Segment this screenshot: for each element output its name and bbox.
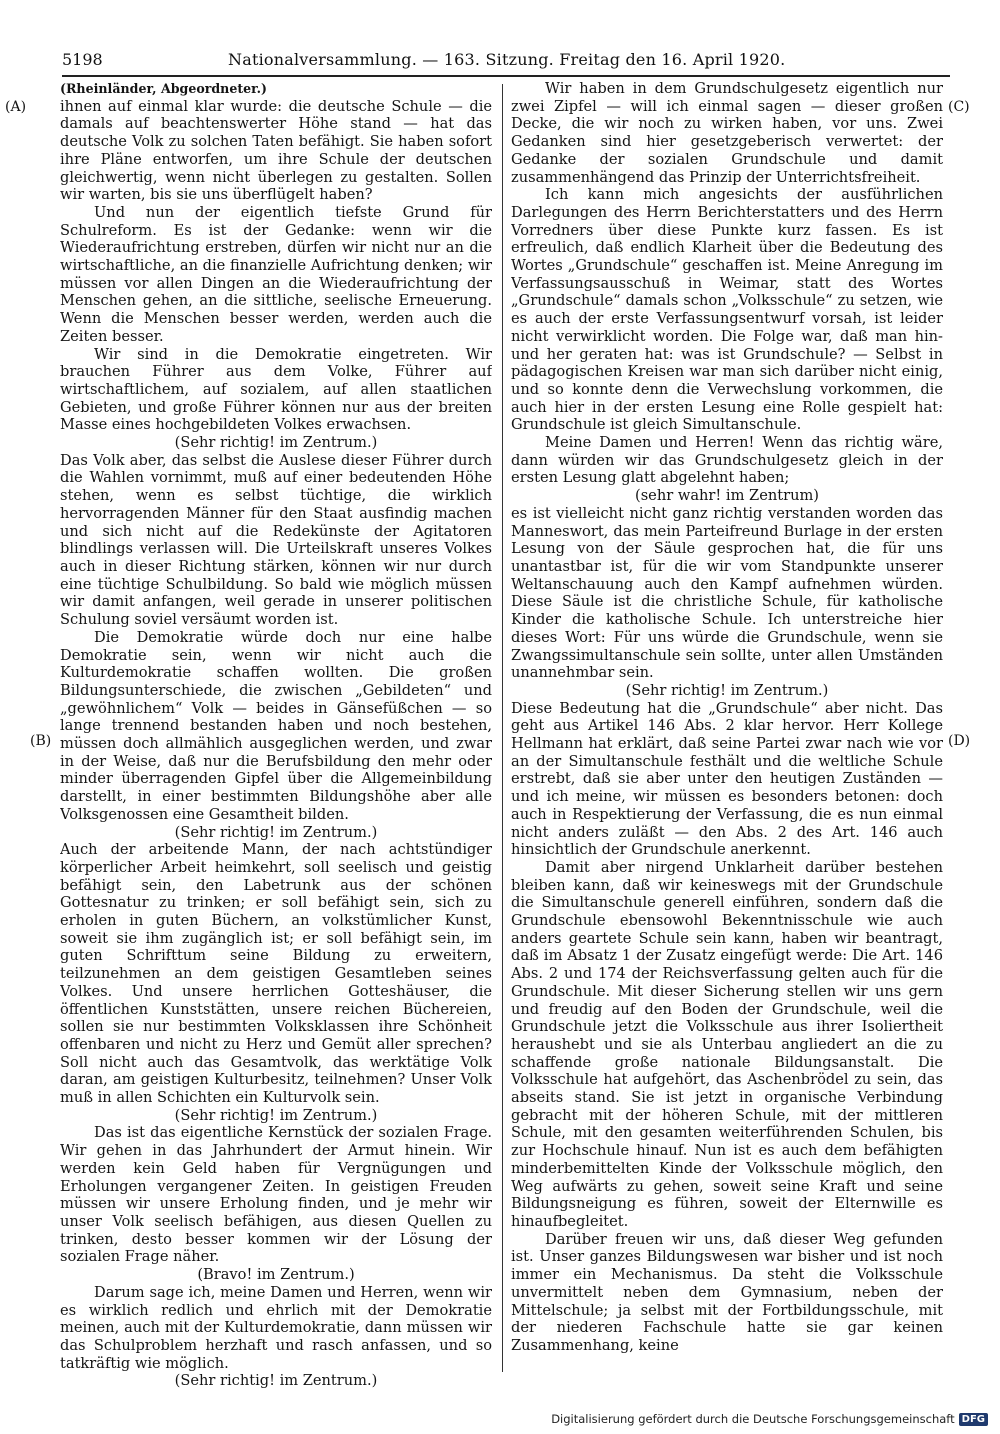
left-paragraph-8: Darum sage ich, meine Damen und Herren, wenn wir es wirklich redlich und ehrlich mit der Demokratie meinen, auch mit der Kulturdemokratie, dann müssen wir das Schulproblem herzhaft und rasch anfassen, und so tatkräftig wie möglich.	[60, 1283, 492, 1372]
left-paragraph-2: Und nun der eigentlich tiefste Grund für Schulreform. Es ist der Gedanke: wenn wir die Wiederaufrichtung erstreben, dürfen wir nicht nur an die wirtschaftliche, an die finanzielle Aufrichtung denken; wir müssen vor allen Dingen an die Wiederaufrichtung der Menschen gehen, an die sittliche, seelische Erneuerung. Wenn die Menschen besser werden, werden auch die Zeiten besser.	[60, 203, 492, 345]
right-paragraph-3: Meine Damen und Herren! Wenn das richtig wäre, dann würden wir das Grundschulgesetz gleich in der ersten Lesung glatt abgelehnt haben;	[511, 434, 943, 487]
column-divider	[502, 84, 503, 1372]
footer-credit	[551, 1412, 988, 1426]
margin-mark-d: (D)	[948, 733, 971, 749]
left-paragraph-7: Das ist das eigentliche Kernstück der sozialen Frage. Wir gehen in das Jahrhundert der Armut hinein. Wir werden kein Geld haben für Vergnügungen und Erholungen vergangener Zeiten. In geistigen Freuden müssen wir unsere Erholung finden, und je mehr wir unser Volk seelisch befähigen, aus diesen Quellen zu trinken, desto besser kommen wir der Lösung der sozialen Frage näher.	[60, 1124, 492, 1266]
left-paragraph-1: ihnen auf einmal klar wurde: die deutsche Schule — die damals auf beachtenswerter Höhe stand — hat das deutsche Volk zu solchen Taten befähigt. Sie haben sofort ihre Pläne entworfen, um ihre Schule der deutschen gleichwertig, wenn nicht überlegen zu gestalten. Sollen wir warten, bis sie uns überflügelt haben?	[60, 97, 492, 204]
right-paragraph-6: Damit aber nirgend Unklarheit darüber bestehen bleiben kann, daß wir keineswegs mit der Grundschule die Simultanschule generell einführen, sondern daß die Grundschule ebensowohl Bekenntnisschule wie auch anders geartete Schule sein kann, haben wir beantragt, daß im Absatz 1 der Zusatz eingefügt werde: Die Art. 146 Abs. 2 und 174 der Reichsverfassung gelten auch für die Grundschule. Mit dieser Sicherung stellen wir uns gern und freudig auf den Boden der Grundschule, weil die Grundschule jetzt die Volksschule aus ihrer Isoliertheit heraushebt und sie als Unterbau angliedert an die zu schaffende große nationale Bildungsanstalt. Die Volksschule hat aufgehört, das Aschenbrödel zu sein, das abseits stand. Sie ist jetzt in organische Verbindung gebracht mit der höheren Schule, mit der mittleren Schule, mit den gesamten weiterführenden Schulen, bis zur Hochschule hinauf. Nun ist es auch dem befähigten minderbemittelten Kinde der Volksschule möglich, den Weg aufwärts zu gehen, soweit seine Kraft und seine Bildungsneigung es führen, soweit der Elternwille es hinaufbegleitet.	[511, 858, 943, 1230]
right-interjection-1: (sehr wahr! im Zentrum)	[635, 487, 819, 505]
left-paragraph-3: Wir sind in die Demokratie eingetreten. Wir brauchen Führer aus dem Volke, Führer auf wirtschaftlichem, auf sozialem, auf allen staatlichen Gebieten, und große Führer können nur aus der breiten Masse eines hochgebildeten Volkes erwachsen.	[60, 345, 492, 434]
right-paragraph-5: Diese Bedeutung hat die „Grundschule“ aber nicht. Das geht aus Artikel 146 Abs. 2 klar hervor. Herr Kollege Hellmann hat erklärt, daß seine Partei zwar nach wie vor an der Simultanschule festhält und die weltliche Schule erstrebt, daß sie aber unter den heutigen Zuständen — und ich meine, wir müssen es besonders betonen: doch auch in Respektierung der Verfassung, die es nun einmal nicht anders zuläßt — den Abs. 2 des Art. 146 auch hinsichtlich der Grundschule anerkennt.	[511, 699, 943, 859]
margin-mark-a: (A)	[5, 99, 27, 115]
left-interjection-4: (Bravo! im Zentrum.)	[197, 1266, 355, 1284]
left-interjection-2: (Sehr richtig! im Zentrum.)	[174, 823, 378, 841]
left-paragraph-6: Auch der arbeitende Mann, der nach achtstündiger körperlicher Arbeit heimkehrt, soll seelisch und geistig befähigt sein, den Labetrunk aus der schönen Gottesnatur zu trinken; er soll befähigt sein, sich zu erholen in guten Büchern, an volkstümlicher Kunst, soweit sie ihm zugänglich ist; er soll befähigt sein, im guten Schrifttum seine Bildung zu erweitern, teilzunehmen an dem geistigen Gesamtleben seines Volkes. Und unsere herrlichen Gotteshäuser, die öffentlichen Kunststätten, unsere reichen Büchereien, sollen sie nur bestimmten Volksklassen ihre Schönheit offenbaren und nicht zu Herz und Gemüt aller sprechen? Soll nicht auch das Gesamtvolk, das werktätige Volk daran, am geistigen Kulturbesitz, teilnehmen? Unser Volk muß in allen Schichten ein Kulturvolk sein.	[60, 841, 492, 1107]
dfg-logo: DFG	[959, 1413, 988, 1426]
right-paragraph-2: Ich kann mich angesichts der ausführlichen Darlegungen des Herrn Berichterstatters und des Herrn Vorredners über diese Punkte kurz fassen. Es ist erfreulich, daß endlich Klarheit über die Bedeutung des Wortes „Grundschule“ geschaffen ist. Meine Anregung im Verfassungsausschuß in Weimar, statt des Wortes „Grundschule“ damals schon „Volksschule“ zu setzen, wie es auch der erste Verfassungsentwurf vorsah, ist leider nicht verwirklicht worden. Die Folge war, daß man hin- und her geraten hat: was ist Grundschule? — Selbst in pädagogischen Kreisen war man sich darüber nicht einig, und so konnte denn die Verwechslung vorkommen, die auch hier in der ersten Lesung eine Rolle gespielt hat: Grundschule ist gleich Simultanschule.	[511, 186, 943, 434]
left-interjection-1: (Sehr richtig! im Zentrum.)	[174, 434, 378, 452]
page-number: 5198	[62, 50, 103, 69]
left-paragraph-5: Die Demokratie würde doch nur eine halbe Demokratie sein, wenn wir nicht auch die Kulturdemokratie schaffen wollten. Die großen Bildungsunterschiede, die zwischen „Gebildeten“ und „gewöhnlichem“ Volk — beides in Gänsefüßchen — so lange trennend bestanden haben und noch bestehen, müssen doch allmählich ausgeglichen werden, und zwar in der Weise, daß nur die Berufsbildung den mehr oder minder überragenden Gipfel über die Allgemeinbildung darstellt, in einer bestimmten Bildungshöhe aber alle Volksgenossen eine Gesamtheit bilden.	[60, 628, 492, 823]
page-header	[62, 50, 950, 74]
right-paragraph-4: es ist vielleicht nicht ganz richtig verstanden worden das Manneswort, das mein Parteifreund Burlage in der ersten Lesung von der Säule gesprochen hat, die für uns unantastbar ist, für die wir vom Standpunkte unserer Weltanschauung auch den Kampf aufnehmen würden. Diese Säule ist die christliche Schule, für katholische Kinder die katholische Schule. Ich unterstreiche hier dieses Wort: Für uns würde die Grundschule, wenn sie Zwangssimultanschule sein sollte, unter allen Umständen unannehmbar sein.	[511, 504, 943, 682]
margin-mark-c: (C)	[948, 99, 970, 115]
running-title: Nationalversammlung. — 163. Sitzung. Freitag den 16. April 1920.	[228, 50, 786, 69]
right-column	[511, 80, 943, 1355]
left-interjection-5: (Sehr richtig! im Zentrum.)	[174, 1372, 378, 1390]
right-paragraph-1: Wir haben in dem Grundschulgesetz eigentlich nur zwei Zipfel — will ich einmal sagen — dieser großen Decke, die wir noch zu wirken haben, vor uns. Zwei Gedanken sind hier gesetzgeberisch verwertet: der Gedanke der sozialen Grundschule und damit zusammenhängend das Prinzip der Unterrichtsfreiheit.	[511, 80, 943, 186]
left-column	[60, 80, 492, 1390]
footer-text: Digitalisierung gefördert durch die Deutsche Forschungsgemeinschaft	[551, 1412, 955, 1426]
header-rule	[62, 75, 950, 77]
left-paragraph-4: Das Volk aber, das selbst die Auslese dieser Führer durch die Wahlen vornimmt, muß auf einer bedeutenden Höhe stehen, wenn es selbst tüchtige, die wirklich hervorragenden Männer für den Staat ausfindig machen und sich nicht auf die Redekünste der Agitatoren blindlings verlassen will. Die Urteilskraft unseres Volkes auch in dieser Richtung stärken, können wir nur durch eine tüchtige Schulbildung. So bald wie möglich müssen wir damit anfangen, weil gerade in unserer politischen Schulung soviel versäumt worden ist.	[60, 451, 492, 629]
margin-mark-b: (B)	[30, 733, 52, 749]
right-paragraph-7: Darüber freuen wir uns, daß dieser Weg gefunden ist. Unser ganzes Bildungswesen war bisher und ist noch immer ein Mechanismus. Da steht die Volksschule unvermittelt neben dem Gymnasium, neben der Mittelschule; ja selbst mit der Fortbildungsschule, mit der niederen Fachschule hatte sie gar keinen Zusammenhang, keine	[511, 1230, 943, 1354]
speaker-label: (Rheinländer, Abgeordneter.)	[60, 81, 267, 96]
left-interjection-3: (Sehr richtig! im Zentrum.)	[174, 1106, 378, 1124]
right-interjection-2: (Sehr richtig! im Zentrum.)	[625, 681, 829, 699]
